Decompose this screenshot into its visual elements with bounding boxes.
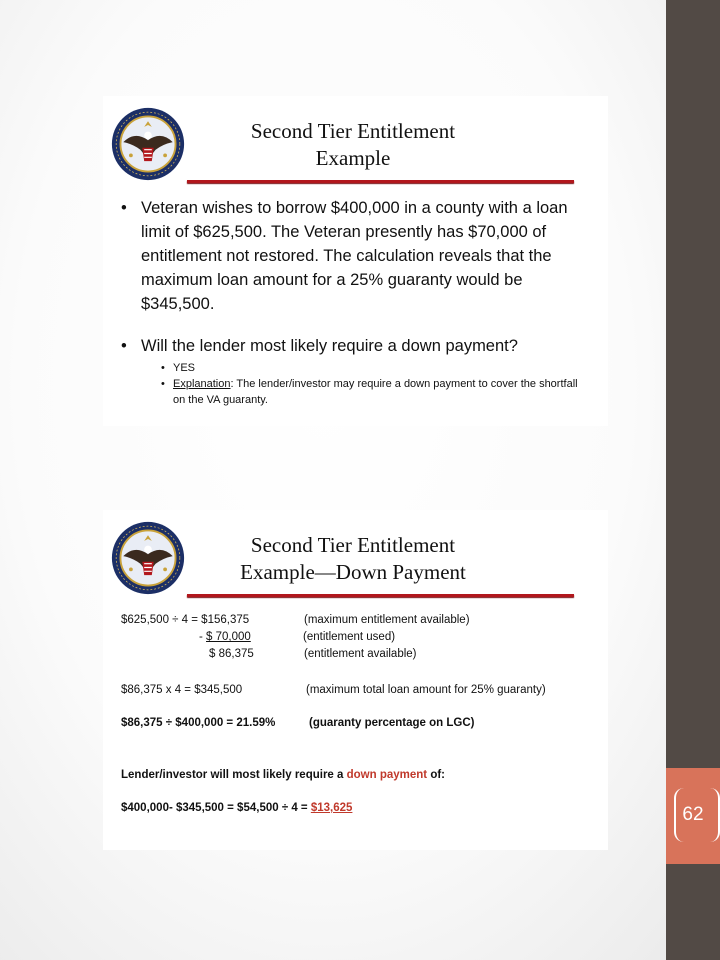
bullet-question [121,334,591,358]
sub-bullet-list [121,360,591,408]
slide-down-payment [103,510,608,850]
calc-row-max-entitlement [121,612,249,628]
calc-row-entitlement-used [199,629,251,645]
title-divider [187,180,574,183]
calc-expression: $86,375 x 4 = $345,500 [121,684,243,696]
calc-row-max-loan [121,682,242,698]
bullet-scenario [121,196,591,316]
down-payment-highlight: down payment [346,769,428,781]
calc-minus: - [199,631,207,643]
calc-note-entitlement-used: (entitlement used) [303,631,396,643]
final-calculation [121,800,352,816]
calc-expression: $ 86,375 [209,648,254,660]
slide-title [198,118,508,172]
bullet-list [121,196,591,408]
title-divider [187,594,574,597]
sub-bullet-explanation [163,376,591,408]
title-line-2: Example [315,146,391,170]
title-line-1: Second Tier Entitlement [250,119,456,143]
sub-bullet-dot-icon: • [161,362,165,374]
va-seal-icon [110,520,186,596]
calc-row-guaranty-percentage [121,715,275,731]
calc-expression: $ 70,000 [206,631,251,643]
title-line-2: Example—Down Payment [240,560,466,584]
calc-note-max-loan: (maximum total loan amount for 25% guaranty) [306,684,546,696]
conclusion-end: of: [427,769,446,781]
sub-bullet-dot-icon: • [161,378,165,390]
conclusion-line [121,767,445,783]
calc-note-guaranty-percentage: (guaranty percentage on LGC) [309,717,475,729]
calc-expression: $625,500 ÷ 4 = $156,375 [121,614,250,626]
slide-example [103,96,608,426]
calc-expression: $86,375 ÷ $400,000 = 21.59% [121,717,276,729]
page-number-badge [666,768,720,864]
calc-row-entitlement-available [209,646,254,662]
answer-text: YES [173,362,196,374]
bullet-question-text: Will the lender most likely require a down payment? [141,337,518,355]
va-seal-icon [110,106,186,182]
title-line-1: Second Tier Entitlement [250,533,456,557]
conclusion-text: Lender/investor will most likely require a [121,769,347,781]
slide-title [198,532,508,586]
final-expression: $400,000- $345,500 = $54,500 ÷ 4 = [121,802,311,814]
calc-note-max-entitlement: (maximum entitlement available) [304,614,470,626]
bullet-dot-icon: • [121,337,127,355]
calc-note-entitlement-available: (entitlement available) [304,648,417,660]
page-number: 62 [682,804,704,825]
sub-bullet-answer [163,360,591,376]
down-payment-result: $13,625 [310,802,353,814]
explanation-text: : The lender/investor may require a down payment to cover the shortfall on the VA guaranty. [173,378,578,406]
bullet-dot-icon: • [121,199,127,217]
bullet-scenario-text: Veteran wishes to borrow $400,000 in a county with a loan limit of $625,500. The Veteran presently has $70,000 of entitlement not restored. The calculation reveals that the maximum loan amount for a 25% guaranty would be $345,500. [141,199,568,313]
explanation-label: Explanation [173,378,231,390]
